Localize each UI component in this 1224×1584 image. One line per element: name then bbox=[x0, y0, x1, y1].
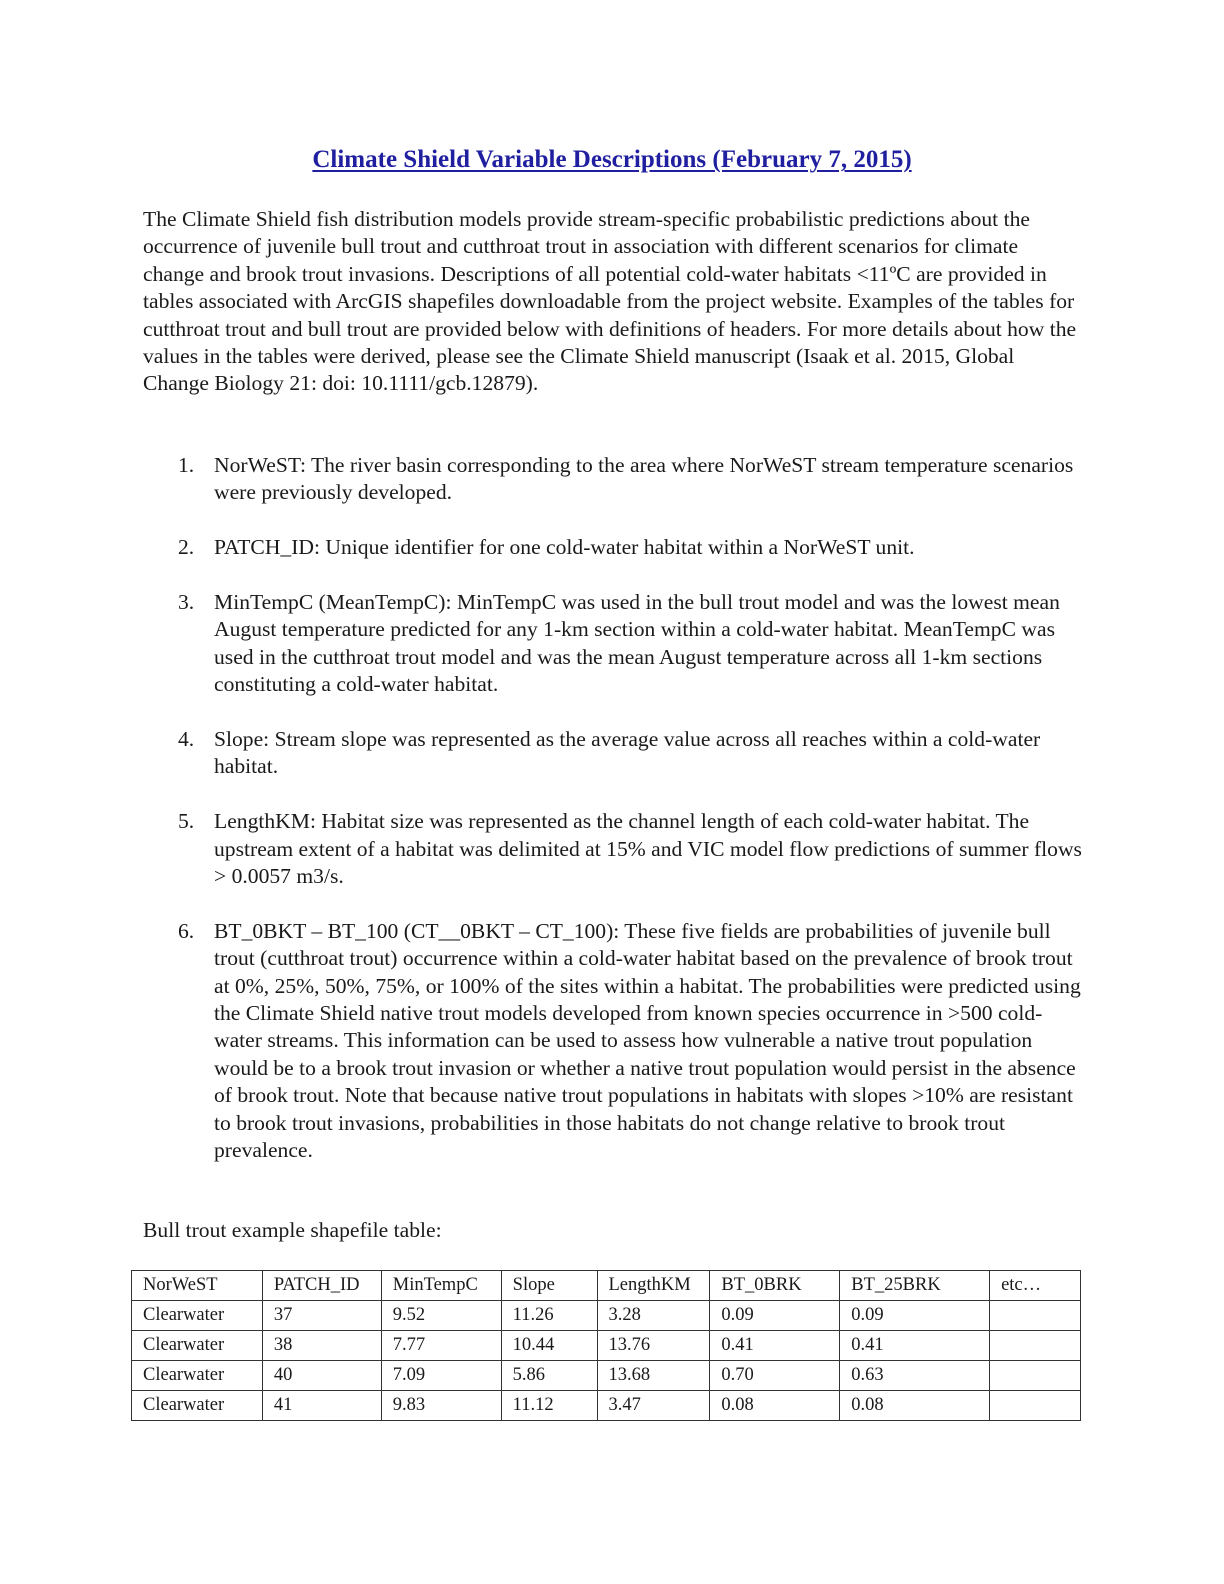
table-cell: 37 bbox=[262, 1301, 381, 1331]
table-cell: 41 bbox=[262, 1391, 381, 1421]
table-row bbox=[132, 1331, 1081, 1361]
table-cell: 3.47 bbox=[597, 1391, 710, 1421]
table-cell: 0.08 bbox=[840, 1391, 990, 1421]
list-item-number: 1. bbox=[178, 453, 195, 477]
table-cell: 0.70 bbox=[710, 1361, 840, 1391]
table-cell: Clearwater bbox=[132, 1331, 263, 1361]
list-item-number: 6. bbox=[178, 918, 195, 943]
table-cell: 10.44 bbox=[501, 1331, 597, 1361]
header-cell: etc… bbox=[990, 1271, 1081, 1301]
variable-list bbox=[143, 452, 1083, 1164]
document-title bbox=[0, 143, 1224, 177]
table-cell: 9.52 bbox=[381, 1301, 501, 1331]
table-cell: 13.68 bbox=[597, 1361, 710, 1391]
table-row bbox=[132, 1361, 1081, 1391]
title-text: Climate Shield Variable Descriptions (February 7, 2015) bbox=[312, 146, 912, 173]
intro-paragraph: The Climate Shield fish distribution models provide stream-specific probabilistic predictions about the occurrence of juvenile bull trout and cutthroat trout in association with different scenarios for climate change and brook trout invasions. Descriptions of all potential cold-water habitats <11ºC are provided in tables associated with ArcGIS shapefiles downloadable from the project website. Examples of the tables for cutthroat trout and bull trout are provided below with definitions of headers. For more details about how the values in the tables were derived, please see the Climate Shield manuscript (Isaak et al. 2015, Global Change Biology 21: doi: 10.1111/gcb.12879). bbox=[143, 207, 1077, 396]
table-cell: 7.09 bbox=[381, 1361, 501, 1391]
list-item-number: 4. bbox=[178, 727, 195, 752]
table-cell: 13.76 bbox=[597, 1331, 710, 1361]
list-item bbox=[143, 589, 1083, 699]
table-cell: 0.41 bbox=[710, 1331, 840, 1361]
table-cell bbox=[990, 1361, 1081, 1391]
table-cell: 5.86 bbox=[501, 1361, 597, 1391]
table-cell: 0.09 bbox=[710, 1301, 840, 1331]
table-cell: 38 bbox=[262, 1331, 381, 1361]
list-item bbox=[143, 808, 1083, 890]
table-row bbox=[132, 1391, 1081, 1421]
header-cell: MinTempC bbox=[381, 1271, 501, 1301]
table-cell: 11.26 bbox=[501, 1301, 597, 1331]
table-cell: 3.28 bbox=[597, 1301, 710, 1331]
header-cell: NorWeST bbox=[132, 1271, 263, 1301]
table-cell: 40 bbox=[262, 1361, 381, 1391]
table-cell bbox=[990, 1331, 1081, 1361]
header-cell: BT_0BRK bbox=[710, 1271, 840, 1301]
table-cell: 0.08 bbox=[710, 1391, 840, 1421]
table-cell: 7.77 bbox=[381, 1331, 501, 1361]
list-item-number: 3. bbox=[178, 590, 195, 614]
table-cell bbox=[990, 1301, 1081, 1331]
list-item-text: Slope: Stream slope was represented as the average value across all reaches within a cold-water habitat. bbox=[214, 727, 1041, 779]
list-item bbox=[143, 726, 1083, 781]
table-header-row bbox=[132, 1271, 1081, 1301]
table-row bbox=[132, 1301, 1081, 1331]
header-cell: LengthKM bbox=[597, 1271, 710, 1301]
table-caption: Bull trout example shapefile table: bbox=[143, 1218, 442, 1242]
table-cell: 0.09 bbox=[840, 1301, 990, 1331]
table-cell: 0.41 bbox=[840, 1331, 990, 1361]
header-cell: BT_25BRK bbox=[840, 1271, 990, 1301]
list-item-text: BT_0BKT – BT_100 (CT__0BKT – CT_100): These five fields are probabilities of juvenile bull trout (cutthroat trout) occurrence within a cold-water habitat based on the prevalence of brook trout at 0%, 25%, 50%, 75%, or 100% of the sites within a habitat. The probabilities were predicted using the Climate Shield native trout models developed from known species occurrence in >500 cold-water streams. This information can be used to assess how vulnerable a native trout population would be to a brook trout invasion or whether a native trout population would persist in the absence of brook trout. Note that because native trout populations in habitats with slopes >10% are resistant to brook trout invasions, probabilities in those habitats do not change relative to brook trout prevalence. bbox=[214, 918, 1081, 1163]
header-cell: PATCH_ID bbox=[262, 1271, 381, 1301]
table-cell: Clearwater bbox=[132, 1301, 263, 1331]
table-cell: Clearwater bbox=[132, 1391, 263, 1421]
list-item bbox=[143, 534, 1083, 561]
table-cell: 0.63 bbox=[840, 1361, 990, 1391]
list-item-text: NorWeST: The river basin corresponding to the area where NorWeST stream temperature scenarios were previously developed. bbox=[214, 453, 1074, 505]
header-cell: Slope bbox=[501, 1271, 597, 1301]
table-cell: 11.12 bbox=[501, 1391, 597, 1421]
table-cell: 9.83 bbox=[381, 1391, 501, 1421]
list-item-text: LengthKM: Habitat size was represented as the channel length of each cold-water habitat. The upstream extent of a habitat was delimited at 15% and VIC model flow predictions of summer flows > 0.0057 m3/s. bbox=[214, 809, 1082, 889]
table-cell bbox=[990, 1391, 1081, 1421]
table-cell: Clearwater bbox=[132, 1361, 263, 1391]
list-item-number: 5. bbox=[178, 809, 195, 834]
list-item bbox=[143, 452, 1083, 507]
list-item-text: PATCH_ID: Unique identifier for one cold-water habitat within a NorWeST unit. bbox=[214, 535, 915, 560]
list-item-text: MinTempC (MeanTempC): MinTempC was used in the bull trout model and was the lowest mean August temperature predicted for any 1-km section within a cold-water habitat. MeanTempC was used in the cutthroat trout model and was the mean August temperature across all 1-km sections constituting a cold-water habitat. bbox=[214, 590, 1060, 697]
shapefile-table bbox=[131, 1270, 1081, 1421]
list-item bbox=[143, 918, 1083, 1165]
list-item-number: 2. bbox=[178, 535, 195, 560]
